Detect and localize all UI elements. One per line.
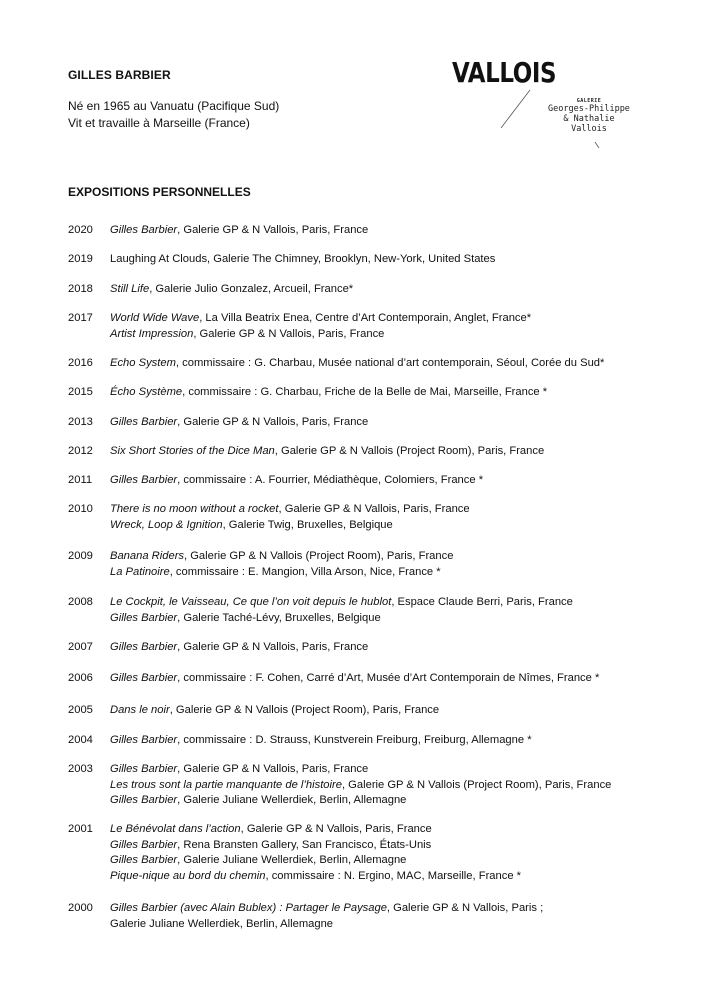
exhibition-title: Six Short Stories of the Dice Man [110,445,275,457]
exhibition-details: , commissaire : N. Ergino, MAC, Marseille, France * [265,869,522,882]
exhibition-title: Gilles Barbier [110,611,178,624]
exhibition-title: Gilles Barbier [110,474,178,486]
exhibition-line [110,838,521,854]
exhibition-line [110,671,599,687]
exhibition-details: , commissaire : F. Cohen, Carré d’Art, Musée d’Art Contemporain de Nîmes, France * [177,672,600,684]
exhibition-line [110,415,368,431]
exhibition-title: Gilles Barbier [110,734,178,746]
section-title: EXPOSITIONS PERSONNELLES [68,185,251,199]
exhibition-lines [110,223,368,239]
exhibition-line [110,356,604,372]
exhibition-year: 2012 [68,445,93,457]
exhibition-line [110,778,611,794]
exhibition-title: World Wide Wave [110,312,200,324]
exhibition-title: Gilles Barbier [110,416,178,428]
exhibition-line [110,917,543,933]
exhibition-title: Gilles Barbier [110,763,178,775]
exhibition-details: , Galerie Julio Gonzalez, Arcueil, France* [149,283,354,295]
exhibition-details: , commissaire : E. Mangion, Villa Arson, Nice, France * [169,565,441,578]
exhibition-line [110,703,439,719]
exhibition-line [110,611,573,627]
exhibition-lines [110,595,573,626]
exhibition-line [110,385,547,401]
exhibition-line [110,869,521,885]
artist-name: GILLES BARBIER [68,68,171,82]
exhibition-lines [110,703,439,719]
exhibition-year: 2020 [68,224,93,236]
exhibition-details: Galerie Juliane Wellerdiek, Berlin, Allemagne [110,917,334,930]
artist-bio [68,98,279,132]
exhibition-title: Le Bénévolat dans l’action [110,823,241,835]
exhibition-details: , Galerie Taché-Lévy, Bruxelles, Belgique [177,611,381,624]
exhibition-line [110,853,521,869]
exhibition-details: , Galerie Juliane Wellerdiek, Berlin, Allemagne [177,794,407,807]
exhibition-lines [110,549,453,580]
exhibition-details: , Rena Bransten Gallery, San Francisco, États-Unis [177,838,432,851]
exhibition-title: Le Cockpit, le Vaisseau, Ce que l’on voit depuis le hublot [110,596,392,608]
exhibition-year: 2019 [68,253,93,265]
exhibition-lines [110,444,544,460]
exhibition-details: , commissaire : G. Charbau, Friche de la Belle de Mai, Marseille, France * [182,386,548,398]
exhibition-lines [110,282,353,298]
exhibition-title: Pique-nique au bord du chemin [110,869,266,882]
exhibition-year: 2004 [68,734,93,746]
exhibition-line [110,473,483,489]
exhibition-line [110,444,544,460]
exhibition-title: Gilles Barbier [110,854,178,867]
exhibition-line [110,595,573,611]
exhibition-details: , Galerie GP & N Vallois, Paris, France [278,503,470,515]
exhibition-line [110,762,611,778]
exhibition-title: Écho Système [110,386,183,398]
exhibition-year: 2008 [68,596,93,608]
exhibition-title: Gilles Barbier [110,794,178,807]
exhibition-lines [110,733,532,749]
exhibition-year: 2017 [68,312,93,324]
exhibition-lines [110,901,543,932]
exhibition-details: Laughing At Clouds, Galerie The Chimney, Brooklyn, New-York, United States [110,253,496,265]
exhibition-line [110,565,453,581]
exhibition-details: , Galerie GP & N Vallois (Project Room), Paris, France [184,550,454,562]
exhibition-title: There is no moon without a rocket [110,503,279,515]
exhibition-title: Banana Riders [110,550,185,562]
exhibition-lines [110,385,547,401]
exhibition-details: , Galerie GP & N Vallois, Paris, France [177,416,369,428]
exhibition-line [110,502,470,518]
exhibition-details: , Galerie GP & N Vallois (Project Room), Paris, France [274,445,545,457]
logo-label-line1: Georges-Philippe [548,104,630,114]
exhibition-details: , Galerie GP & N Vallois, Paris, France [177,763,369,775]
exhibition-year: 2018 [68,283,93,295]
exhibition-year: 2011 [68,474,93,486]
exhibition-line [110,282,353,298]
exhibition-title: Artist Impression [110,327,194,340]
exhibition-title: Still Life [110,283,150,295]
exhibition-details: , La Villa Beatrix Enea, Centre d’Art Contemporain, Anglet, France* [199,312,532,324]
exhibition-lines [110,671,599,687]
exhibition-details: , Galerie GP & N Vallois, Paris, France [177,641,369,653]
exhibition-year: 2007 [68,641,93,653]
exhibition-lines [110,762,611,809]
exhibition-title: Gilles Barbier [110,838,178,851]
exhibition-year: 2016 [68,357,93,369]
exhibition-title: La Patinoire [110,565,170,578]
exhibition-line [110,327,531,343]
bio-residence-line: Vit et travaille à Marseille (France) [68,116,250,130]
exhibition-details: , Galerie Twig, Bruxelles, Belgique [222,518,393,531]
exhibition-title: Les trous sont la partie manquante de l’histoire [110,778,342,791]
exhibition-lines [110,356,604,372]
logo-label-line2: & Nathalie [563,114,615,124]
exhibition-title: Wreck, Loop & Ignition [110,518,223,531]
exhibition-line [110,901,543,917]
exhibition-details: , Espace Claude Berri, Paris, France [391,596,573,608]
exhibition-year: 2000 [68,902,93,914]
exhibition-details: , commissaire : G. Charbau, Musée national d’art contemporain, Séoul, Corée du Sud* [175,357,605,369]
exhibition-line [110,640,368,656]
exhibition-year: 2001 [68,823,93,835]
exhibition-details: , commissaire : D. Strauss, Kunstverein Freiburg, Freiburg, Allemagne * [177,734,532,746]
bio-birth-line: Né en 1965 au Vanuatu (Pacifique Sud) [68,99,280,113]
exhibition-line [110,733,532,749]
exhibition-details: , Galerie GP & N Vallois (Project Room), Paris, France [169,704,440,716]
exhibition-line [110,518,470,534]
exhibition-details: , commissaire : A. Fourrier, Médiathèque, Colomiers, France * [177,474,484,486]
exhibition-title: Gilles Barbier [110,224,178,236]
exhibition-lines [110,822,521,884]
exhibition-title: Gilles Barbier (avec Alain Bublex) : Partager le Paysage [110,902,387,914]
exhibition-details: , Galerie GP & N Vallois, Paris, France [193,327,385,340]
exhibition-lines [110,415,368,431]
logo-label-line3: Vallois [571,124,607,134]
exhibition-title: Echo System [110,357,176,369]
exhibition-year: 2010 [68,503,93,515]
exhibition-year: 2003 [68,763,93,775]
exhibition-lines [110,252,495,268]
exhibition-details: , Galerie GP & N Vallois (Project Room), Paris, France [341,778,612,791]
exhibition-lines [110,502,470,533]
exhibition-year: 2009 [68,550,93,562]
exhibition-details: , Galerie GP & N Vallois, Paris, France [240,823,432,835]
exhibition-lines [110,311,531,342]
exhibition-line [110,311,531,327]
exhibition-year: 2015 [68,386,93,398]
exhibition-title: Gilles Barbier [110,641,178,653]
gallery-logo [452,56,642,156]
exhibition-details: , Galerie Juliane Wellerdiek, Berlin, Allemagne [177,854,407,867]
exhibition-details: , Galerie GP & N Vallois, Paris, France [177,224,369,236]
exhibition-year: 2013 [68,416,93,428]
exhibition-title: Dans le noir [110,704,170,716]
exhibition-title: Gilles Barbier [110,672,178,684]
exhibition-year: 2006 [68,672,93,684]
exhibition-lines [110,640,368,656]
logo-gallery-label [536,98,642,134]
exhibition-details: , Galerie GP & N Vallois, Paris ; [386,902,544,914]
exhibition-line [110,793,611,809]
exhibition-line [110,822,521,838]
exhibition-line [110,252,495,268]
exhibition-line [110,549,453,565]
exhibition-line [110,223,368,239]
exhibition-lines [110,473,483,489]
logo-wordmark: VALLOIS [452,56,557,89]
logo-label-galerie: GALERIE [576,98,602,104]
exhibition-year: 2005 [68,704,93,716]
